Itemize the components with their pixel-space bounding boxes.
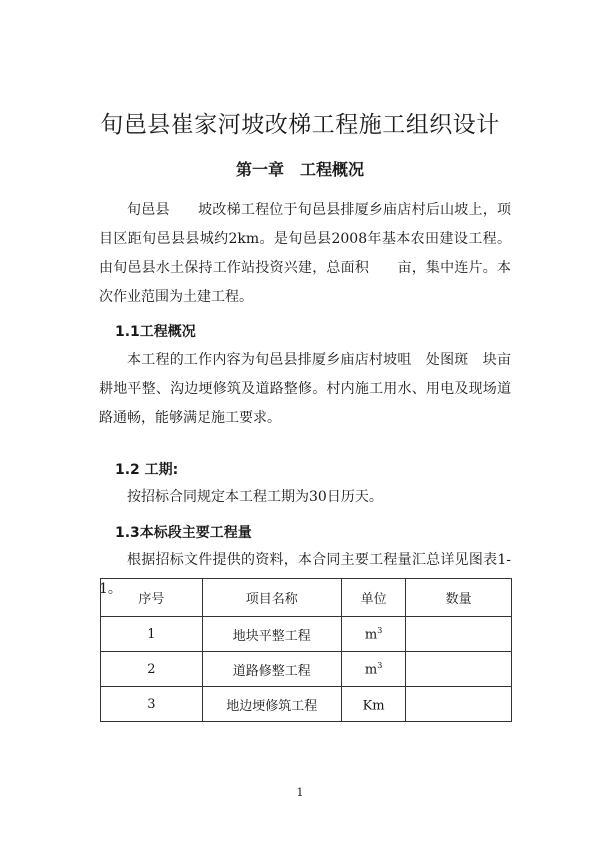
table-row xyxy=(101,687,512,722)
quantity-table xyxy=(100,578,512,722)
row-name: 地块平整工程 xyxy=(202,617,341,652)
row-name: 地边埂修筑工程 xyxy=(202,687,341,722)
table-header-row xyxy=(101,579,512,617)
table-row xyxy=(101,652,512,687)
section-body-1-3: 根据招标文件提供的资料，本合同主要工程量汇总详见图表1-1。 xyxy=(99,552,511,597)
unit-base: Km xyxy=(362,698,385,714)
row-qty xyxy=(406,652,512,687)
document-title: 旬邑县崔家河坡改梯工程施工组织设计 xyxy=(100,112,500,138)
section-heading-1-3: 1.3本标段主要工程量 xyxy=(115,525,252,541)
unit-base: m xyxy=(364,662,378,678)
header-unit: 单位 xyxy=(341,579,405,617)
table-row xyxy=(101,617,512,652)
page-number: 1 xyxy=(296,786,304,799)
chapter-title: 第一章 工程概况 xyxy=(235,160,364,179)
unit-base: m xyxy=(364,627,378,643)
header-qty: 数量 xyxy=(406,579,512,617)
row-unit xyxy=(341,617,405,652)
header-no: 序号 xyxy=(101,579,203,617)
unit-superscript: 3 xyxy=(377,625,383,635)
section-heading-1-1: 1.1工程概况 xyxy=(115,324,196,340)
row-name: 道路修整工程 xyxy=(202,652,341,687)
section-body-1-1: 本工程的工作内容为旬邑县排厦乡庙店村坡咀 处图斑 块亩耕地平整、沟边埂修筑及道路整修。村内施工用水、用电及现场道路通畅，能够满足施工要求。 xyxy=(99,352,511,426)
row-qty xyxy=(406,617,512,652)
intro-paragraph: 旬邑县 坡改梯工程位于旬邑县排厦乡庙店村后山坡上，项目区距旬邑县县城约2km。是旬邑县2008年基本农田建设工程。由旬邑县水土保持工作站投资兴建，总面积 亩，集中连片。本次作业范围为土建工程。 xyxy=(99,202,511,305)
row-no: 2 xyxy=(101,652,203,687)
section-body-1-2: 按招标合同规定本工程工期为30日历天。 xyxy=(127,489,383,505)
row-unit xyxy=(341,652,405,687)
header-name: 项目名称 xyxy=(202,579,341,617)
row-unit xyxy=(341,687,405,722)
row-no: 3 xyxy=(101,687,203,722)
section-heading-1-2: 1.2 工期: xyxy=(115,462,179,478)
unit-superscript: 3 xyxy=(377,660,383,670)
row-no: 1 xyxy=(101,617,203,652)
row-qty xyxy=(406,687,512,722)
